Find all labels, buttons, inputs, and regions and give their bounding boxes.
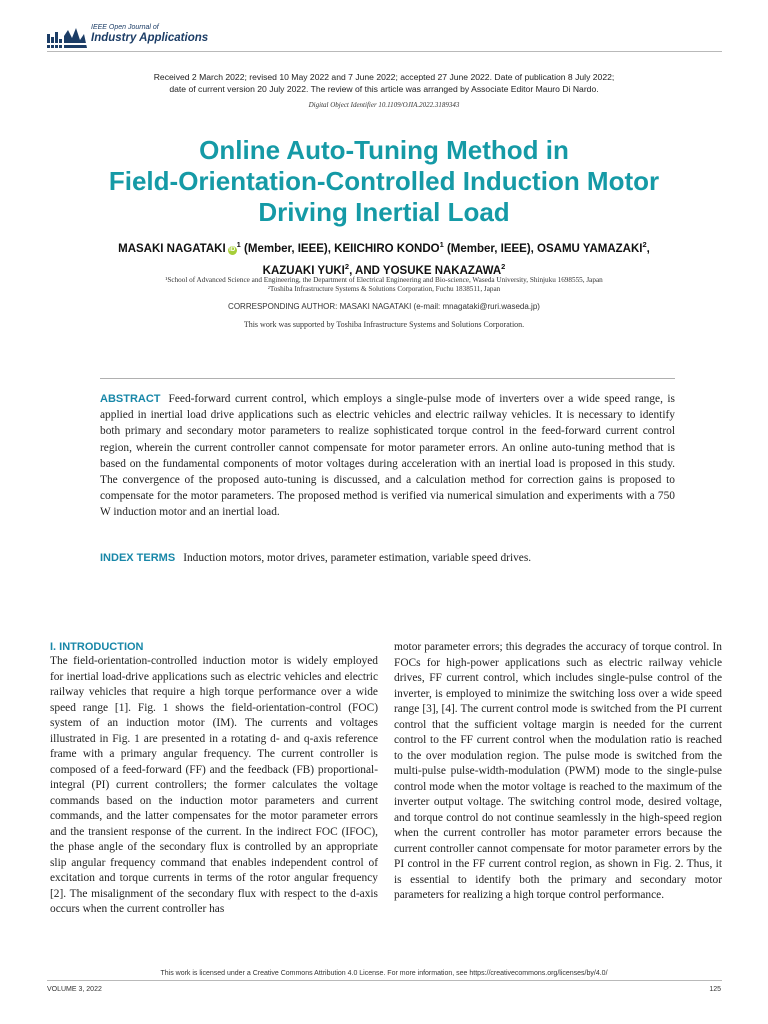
abstract-label: ABSTRACT — [100, 393, 161, 405]
volume-label: VOLUME 3, 2022 — [47, 986, 102, 993]
journal-name: Industry Applications — [91, 32, 209, 44]
paper-title — [50, 135, 718, 228]
corresponding-author: CORRESPONDING AUTHOR: MASAKI NAGATAKI (e-mail: mnagataki@ruri.waseda.jp) — [228, 302, 540, 311]
section-heading: I. INTRODUCTION — [50, 641, 144, 653]
abstract — [100, 391, 675, 521]
funding-note: This work was supported by Toshiba Infrastructure Systems and Solutions Corporation. — [243, 320, 525, 329]
affiliation: ²Toshiba Infrastructure Systems & Solutions Corporation, Fuchu 1838511, Japan — [267, 285, 501, 293]
abstract-divider — [100, 378, 675, 379]
author-name: KAZUAKI YUKI — [262, 264, 345, 277]
received-dates: Received 2 March 2022; revised 10 May 2022 and 7 June 2022; accepted 27 June 2022. Date of publication 8 July 2022; — [153, 72, 615, 82]
author-list: MASAKI NAGATAKI $iD^1$ (Member, IEEE), KEIICHIRO KONDO$^1$ (Member, IEEE), OSAMU YAMAZAKI$^2$, KAZUAKI YUKI$^2$, AND YOSUKE NAKAZAWA$^2$ — [118, 240, 650, 277]
journal-header — [47, 23, 707, 49]
body-paragraph: The field-orientation-controlled induction motor is widely employed for inertial load-drive applications such as electric vehicles and electric railway vehicles that require a high torque performance over a wide speed range [1]. Fig. 1 shows the field-orientation-control (FOC) system of an induction motor (IM). The currents and voltages illustrated in Fig. 1 are presented in a rotating d- and q-axis reference frame with a primary angular frequency. The current controller is composed of a feed-forward (FF) and the feedback (FB) proportional-integral (PI) current controllers; the former calculates the voltage commands based on the induction motor parameters and current commands, and the latter compensates for the motor parameter errors and the transient response of the current. In the indirect FOC (IFOC), the phase angle of the secondary flux is controlled by an appropriate slip angular frequency command that enables independent control of excitation and torque currents in terms of the rotor angular frequency [2]. The misalignment of the secondary flux with respect to the d-axis occurs when the current controller has — [50, 655, 378, 915]
page-number: 125 — [709, 986, 721, 993]
title-line: Driving Inertial Load — [258, 197, 510, 227]
index-terms-label: INDEX TERMS — [100, 552, 176, 564]
body-column-left — [50, 640, 378, 918]
abstract-text: Feed-forward current control, which employs a single-pulse mode of inverters over a wide speed range, is applied in inertial load drive applications such as electric vehicles and electric railway vehicles. It is necessary to identify both primary and secondary motor parameters to realize sophisticated torque control in the feed-forward current control region, wherein the current controller cannot compensate for motor parameter errors. An online auto-tuning method that is based on the fundamental components of motor voltages during acceleration with an inertial load is proposed in this study. The convergence of the proposed auto-tuning is discussed, and a calculation method for correction gains is proposed to compensate for the motor parameters. The proposed method is verified via numerical simulation and experiments with a 750 W induction motor and an inertial load. — [100, 393, 675, 519]
body-paragraph: motor parameter errors; this degrades the accuracy of torque control. In FOCs for high-power applications such as electric railway vehicle drives, FF current control, which includes single-pulse control of the inverter, is employed to minimize the switching loss over a wide speed range [3], [4]. The current control mode is switched from the PI current control that the sufficient voltage margin is needed for the current control to the FF current control when the modulation ratio is reached to the over modulation region. The pulse mode is switched from the multi-pulse pulse-width-modulation (PWM) mode to the single-pulse control mode when the motor voltage is reached to the maximum of the inverter output voltage. The switching control mode, desired voltage, and torque control do not continue seamlessly in the high-speed region when the current controller has motor parameter errors because the current controller cannot compensate for motor parameter errors by the PI control in the FF current control region, as shown in Fig. 2. Thus, it is essential to identify both the primary and secondary motor parameters for realizing a high torque control performance. — [394, 641, 722, 901]
title-line: Online Auto-Tuning Method in — [199, 135, 569, 165]
doi[interactable]: Digital Object Identifier 10.1109/OJIA.2022.3189343 — [308, 101, 460, 109]
publication-dates: date of current version 20 July 2022. The review of this article was arranged by Associate Editor Mauro Di Nardo. — [169, 84, 599, 94]
footer-divider — [47, 980, 722, 981]
orcid-icon[interactable]: iD — [229, 246, 236, 253]
header-divider — [47, 51, 722, 52]
affiliation: ¹School of Advanced Science and Engineering, the Department of Electrical Engineering and Bio-science, Waseda University, Shinjuku 1698555, Japan — [165, 276, 603, 284]
author-name[interactable]: MASAKI NAGATAKI — [118, 242, 226, 255]
index-terms — [100, 552, 675, 564]
ieee-logo-icon — [47, 26, 87, 48]
index-terms-text: Induction motors, motor drives, parameter estimation, variable speed drives. — [183, 552, 532, 564]
license-note: This work is licensed under a Creative Commons Attribution 4.0 License. For more information, see https://creativecommons.org/licenses/by/4.0/ — [160, 970, 608, 977]
body-column-right — [394, 640, 722, 904]
title-line: Field-Orientation-Controlled Induction Motor — [108, 166, 660, 196]
journal-series: IEEE Open Journal of — [91, 24, 159, 31]
